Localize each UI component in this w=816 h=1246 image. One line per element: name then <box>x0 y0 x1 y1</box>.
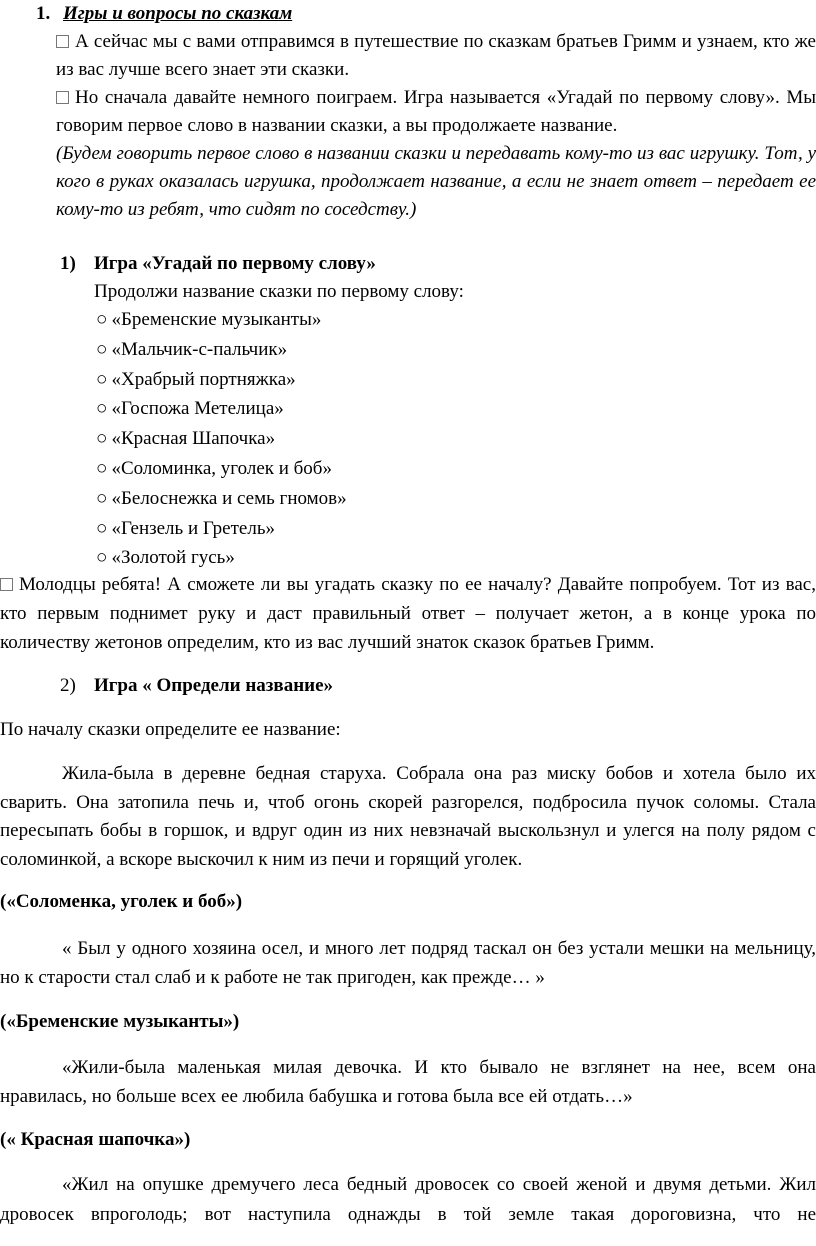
game1-heading <box>60 250 376 278</box>
bullet-placeholder-icon <box>56 35 69 48</box>
riddle-answer: («Соломенка, уголек и боб») <box>0 891 243 912</box>
circle-bullet-icon: ○ <box>96 547 108 569</box>
game1-number: 1) <box>60 253 76 274</box>
bullet-placeholder-icon <box>0 578 13 591</box>
transition-paragraph: Молодцы ребята! А сможете ли вы угадать сказку по ее началу? Давайте попробуем. Тот из вас, кто первым поднимет руку и даст правильный ответ – получает жетон, а в конце урока по количеству жетонов определим, кто из вас лучший знаток сказок братьев Гримм. <box>0 574 816 653</box>
list-item: ○ «Красная Шапочка» <box>96 428 276 450</box>
riddle-text: «Жил на опушке дремучего леса бедный дровосек со своей женой и двумя детьми. Жил дровосек впроголодь; вот наступила однажды в той земле такая дороговизна, что не <box>0 1174 816 1225</box>
section-number: 1. <box>36 3 51 24</box>
list-item: ○ «Мальчик-с-пальчик» <box>96 338 288 360</box>
list-item: ○ «Белоснежка и семь гномов» <box>96 487 347 509</box>
fairy-tale-list <box>96 306 347 574</box>
intro-paragraph-2: Но сначала давайте немного поиграем. Игра называется «Угадай по первому слову». Мы говорим первое слово в названии сказки, а вы продолжаете название. <box>56 87 816 136</box>
list-item: ○ «Храбрый портняжка» <box>96 368 296 390</box>
section-heading <box>36 0 292 28</box>
circle-bullet-icon: ○ <box>96 517 108 539</box>
game2-heading <box>60 672 333 700</box>
riddle-text: « Был у одного хозяина осел, и много лет подряд таскал он без устали мешки на мельницу, но к старости стал слаб и к работе не так пригоден, как прежде… » <box>0 938 816 988</box>
riddle-answer: («Бременские музыканты») <box>0 1011 240 1032</box>
game1-instruction: Продолжи название сказки по первому слову: <box>94 281 464 302</box>
section-title: Игры и вопросы по сказкам <box>63 3 293 24</box>
riddle-text: Жила-была в деревне бедная старуха. Собрала она раз миску бобов и хотела было их сварить. Она затопила печь и, чтоб огонь скорей разгорелся, подбросила пучок соломы. Стала пересыпать бобы в горшок, и вдруг один из них невзначай выскользнул и улегся на полу рядом с соломинкой, а вскоре выскочил к ним из печи и горящий уголек. <box>0 763 816 870</box>
game2-title: Игра « Определи название» <box>94 675 334 696</box>
game1-title: Игра «Угадай по первому слову» <box>94 253 376 274</box>
list-item: ○ «Соломинка, уголек и боб» <box>96 457 332 479</box>
riddle-text: «Жили-была маленькая милая девочка. И кто бывало не взглянет на нее, всем она нравилась, но больше всех ее любила бабушка и готова была все ей отдать…» <box>0 1057 816 1107</box>
list-item: ○ «Золотой гусь» <box>96 547 235 569</box>
circle-bullet-icon: ○ <box>96 457 108 479</box>
riddle-answer: (« Красная шапочка») <box>0 1129 191 1150</box>
bullet-placeholder-icon <box>56 91 69 104</box>
game2-number: 2) <box>60 675 76 696</box>
list-item: ○ «Гензель и Гретель» <box>96 517 275 539</box>
intro-paragraph-3: (Будем говорить первое слово в названии сказки и передавать кому-то из вас игрушку. Тот, у кого в руках оказалась игрушка, продолжает название, а если не знает ответ – передает ее кому-то из ребят, что сидят по соседству.) <box>56 143 816 220</box>
circle-bullet-icon: ○ <box>96 309 108 330</box>
circle-bullet-icon: ○ <box>96 338 108 360</box>
circle-bullet-icon: ○ <box>96 428 108 450</box>
list-item: ○ «Госпожа Метелица» <box>96 398 284 420</box>
intro-paragraph-1: А сейчас мы с вами отправимся в путешествие по сказкам братьев Гримм и узнаем, кто же из вас лучше всего знает эти сказки. <box>56 31 816 80</box>
circle-bullet-icon: ○ <box>96 368 108 390</box>
list-item: ○ «Бременские музыканты» <box>96 309 322 330</box>
game2-instruction: По началу сказки определите ее название: <box>0 719 341 740</box>
circle-bullet-icon: ○ <box>96 487 108 509</box>
circle-bullet-icon: ○ <box>96 398 108 420</box>
